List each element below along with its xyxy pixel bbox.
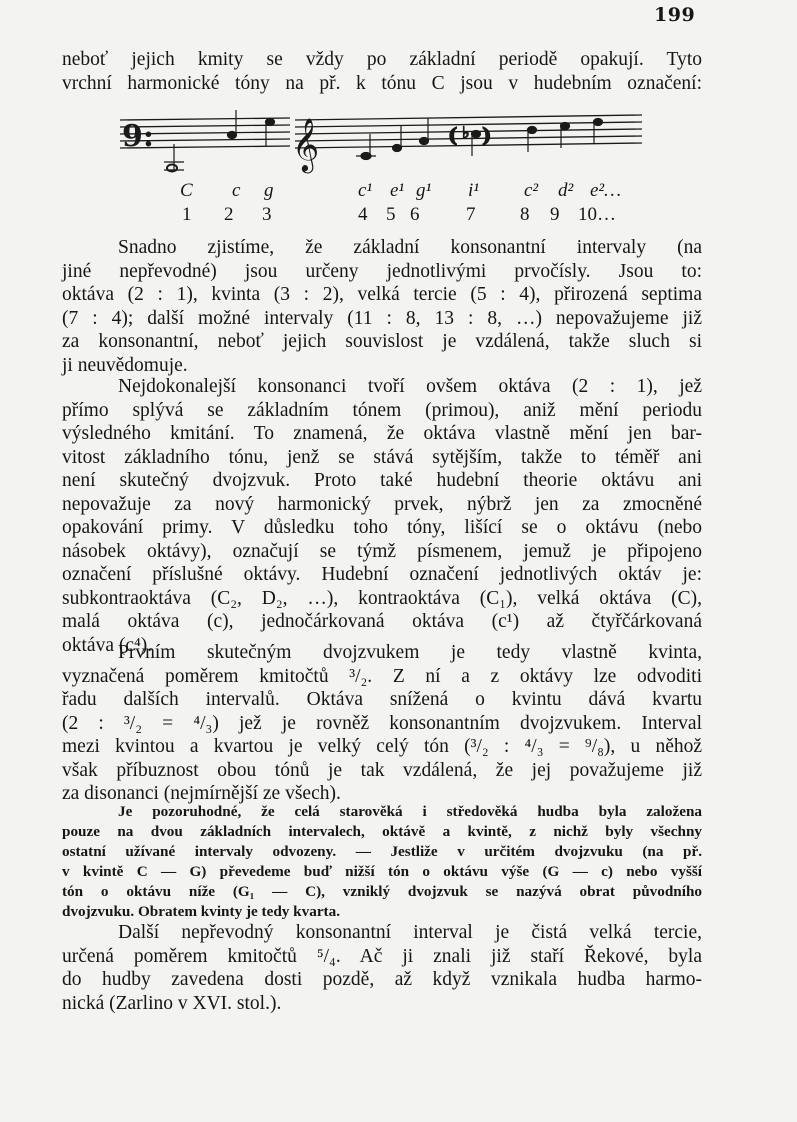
note-number: 2 [224,204,234,225]
text-line: Prvním skutečným dvojzvukem je tedy vlastně kvinta, [118,642,702,663]
text-line: přímo splývá se základním tónem (primou), aniž mění periodu [62,399,702,421]
note-label: g [264,180,274,201]
text-line: vrchní harmonické tóny na př. k tónu C jsou v hudebním označení: [62,72,702,94]
note-number: 7 [466,204,476,225]
text-line: opakování primy. V důsledku toho tóny, lišící se o oktávu (nebo [62,517,702,538]
treble-clef-icon [292,117,319,173]
note-number: 6 [410,204,420,225]
text-line: pouze na dvou základních intervalech, oktávě a kvintě, z nichž byly všechny [62,823,702,840]
text-line: určená poměrem kmitočtů ⁵/₄. Ač ji znali již staří Řekové, byla [62,945,702,967]
note-number: 8 [520,204,530,225]
page-number: 199 [654,4,696,26]
text-line: není skutečný dvojzvuk. Proto také hudební theorie oktávu ani [62,470,702,491]
svg-text:): ) [482,123,492,147]
note-number: 10… [578,204,616,225]
text-line: násobek oktávy), označují se týmž písmenem, jemuž je připojeno [62,540,702,562]
text-line: za konsonantní, neboť jejich souvislost je vzdálená, takže sluch si [62,331,702,352]
text-line: však příbuznost obou tónů je tak vzdálená, že jej považujeme již [62,759,702,781]
text-line: (7 : 4); další možné intervaly (11 : 8, 13 : 8, …) nepovažujeme již [62,307,702,329]
note-number: 5 [386,204,396,225]
note-label: c [232,180,241,201]
bass-clef-icon [122,119,154,154]
text-line: Další nepřevodný konsonantní interval je čistá velká tercie, [118,922,702,943]
note-label: c¹ [358,180,373,201]
text-line: vyznačená poměrem kmitočtů ³/₂. Z ní a z oktávy lze odvoditi [62,665,702,687]
text-line: neboť jejich kmity se vždy po základní periodě opakují. Tyto [62,49,702,70]
text-line: tón o oktávu níže (G₁ — C), vzniklý dvojzvuk se nazývá obrat původního [62,883,702,900]
note-number: 3 [262,204,272,225]
text-line: oktáva (c⁴). [62,634,153,656]
text-line: jiné nepřevodné) jsou určeny jednotlivými prvočísly. Jsou to: [62,260,702,282]
note-label: d² [558,180,574,201]
text-line: nická (Zarlino v XVI. stol.). [62,992,282,1014]
text-line: výsledného kmitání. To znamená, že oktáva vlastně mění jen bar- [62,423,702,444]
note-label: e²… [590,180,622,201]
text-line: vitost základního tónu, jenž se stává sytějším, takže to téměř ani [62,446,702,468]
note-number: 4 [358,204,368,225]
svg-text:𝄞: 𝄞 [292,117,320,171]
text-line: subkontraoktáva (C₂, D₂, …), kontraoktáva (C₁), velká oktáva (C), [62,587,702,609]
text-line: (2 : ³/₂ = ⁴/₃) jež je rovněž konsonantním dvojzvukem. Interval [62,712,702,734]
text-line: označení příslušné oktávy. Hudební označení jednotlivých oktáv je: [62,564,702,585]
paragraph-octave [62,375,702,657]
svg-text:9:: 9: [122,119,154,154]
text-line: Nejdokonalejší konsonanci tvoří ovšem oktáva (2 : 1), jež [118,376,702,397]
text-line: ostatní užívané intervaly odvozeny. — Jestliže v určitém dvojzvuku (na př. [62,843,702,860]
svg-text:♭: ♭ [462,123,470,142]
text-line: za disonanci (nejmírnější ze všech). [62,783,341,804]
note-number: 1 [182,204,192,225]
paragraph-fifth [62,641,702,806]
text-line: v kvintě C — G) převedeme buď nižší tón o oktávu výše (G — c) nebo vyšší [62,863,702,880]
note-label: g¹ [416,180,432,201]
intro-text [62,48,702,95]
note-label: C [180,180,193,201]
note-number: 9 [550,204,560,225]
music-staff [120,108,650,180]
text-line: dvojzvuku. Obratem kvinty je tedy kvarta. [62,903,341,920]
note-label: i¹ [468,180,479,201]
text-line: nepovažuje za nový harmonický prvek, nýbrž jen za zmocněné [62,493,702,515]
text-line: ji neuvědomuje. [62,354,188,376]
note-label: c² [524,180,539,201]
text-line: Je pozoruhodné, že celá starověká i středověká hudba byla založena [118,803,702,820]
text-line: malá oktáva (c), jednočárkovaná oktáva (c¹) až čtyřčárkovaná [62,611,702,632]
note-paragraph [62,802,702,922]
text-line: oktáva (2 : 1), kvinta (3 : 2), velká tercie (5 : 4), přirozená septima [62,284,702,305]
text-line: mezi kvintou a kvartou je velký celý tón (³/₂ : ⁴/₃ = ⁹/₈), u něhož [62,736,702,757]
paragraph-prime-intervals [62,236,702,377]
text-line: řadu dalších intervalů. Oktáva snížená o kvintu dává kvartu [62,689,702,710]
paragraph-third [62,921,702,1015]
text-line: Snadno zjistíme, že základní konsonantní intervaly (na [118,237,702,258]
note-label: e¹ [390,180,405,201]
svg-text:(: ( [448,123,458,147]
music-example [120,108,650,228]
text-line: do hudby zavedena dosti pozdě, až když vznikala hudba harmo- [62,969,702,990]
